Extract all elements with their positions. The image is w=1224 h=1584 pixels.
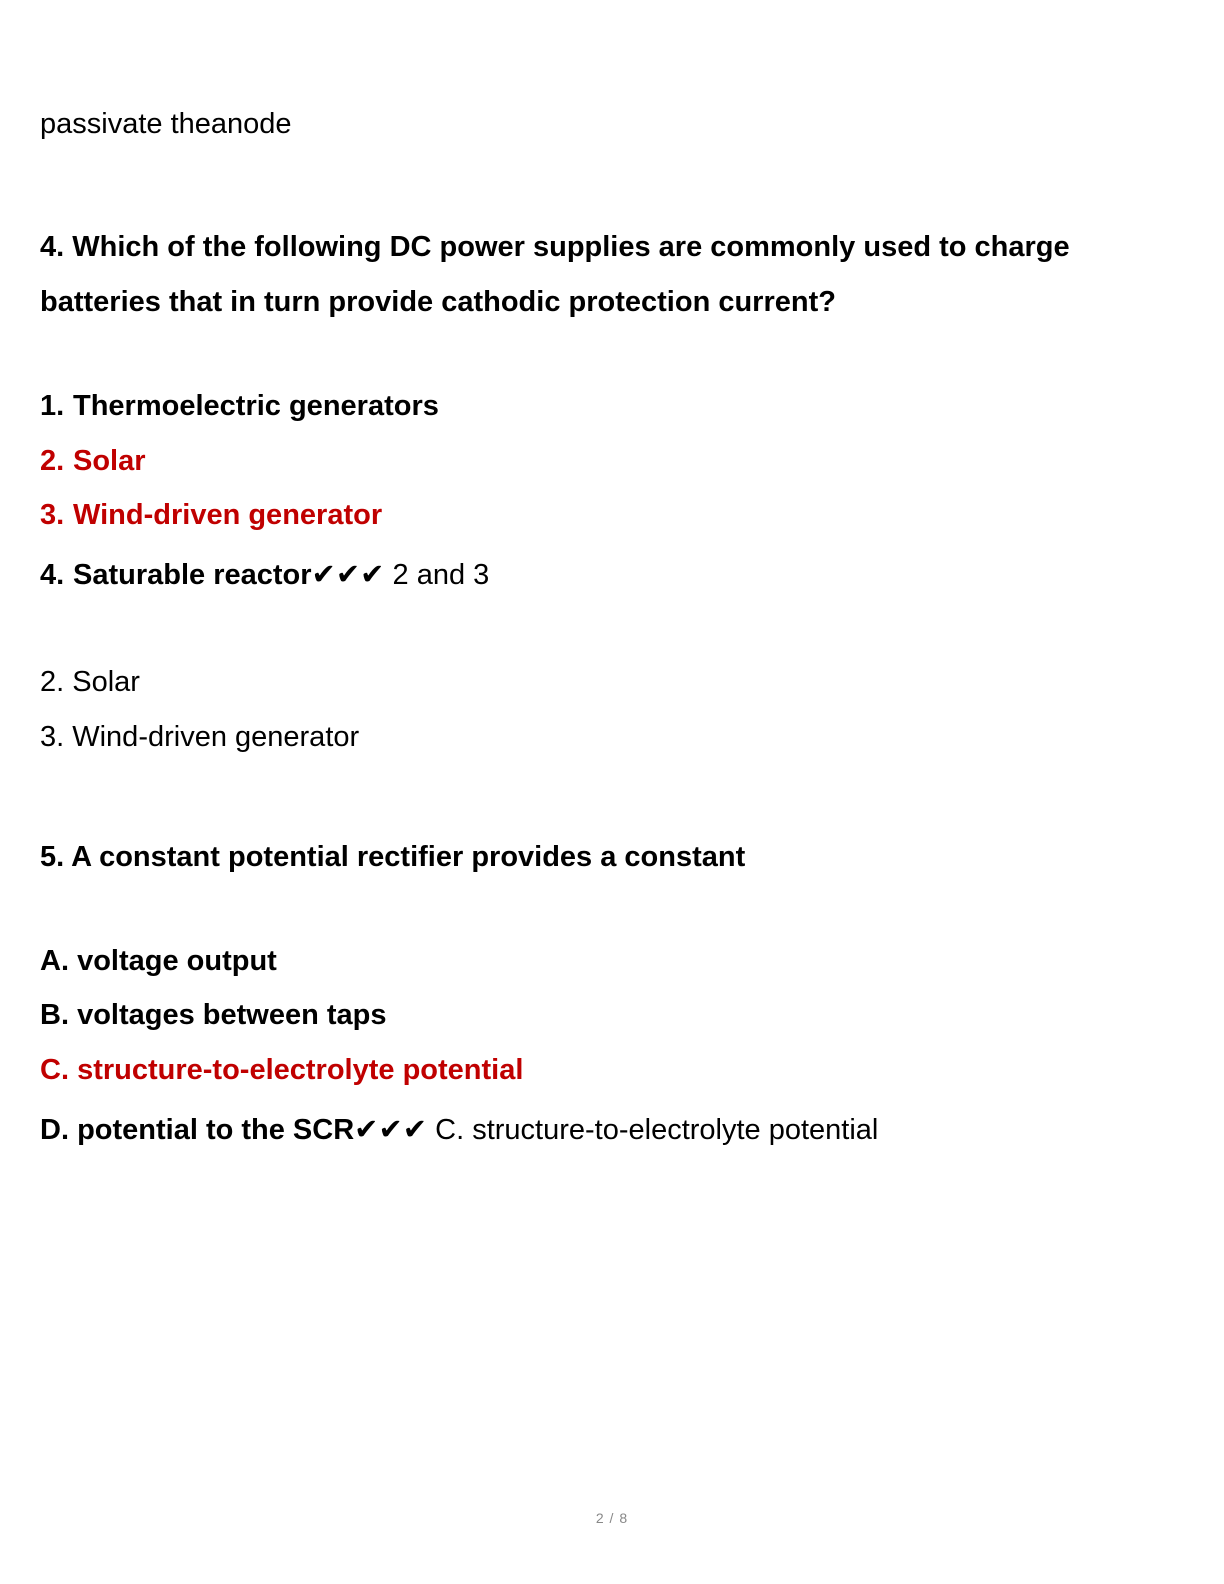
- q4-option-2-text: Solar: [73, 445, 146, 477]
- q4-answer-line-1: 2. Solar: [40, 666, 140, 698]
- q4-option-1: [40, 388, 439, 424]
- q5-option-a: [40, 943, 277, 979]
- page-number: 2 / 8: [595, 1510, 629, 1526]
- q4-option-2: [40, 443, 146, 479]
- q4-option-4-number: 4.: [40, 559, 65, 591]
- question-4-line-2: batteries that in turn provide cathodic protection current?: [40, 286, 836, 318]
- q4-option-4: [40, 557, 489, 593]
- q5-option-b-letter: B.: [40, 999, 69, 1031]
- q4-option-2-number: 2.: [40, 445, 65, 477]
- q5-answer-inline: C. structure-to-electrolyte potential: [427, 1114, 879, 1146]
- q5-option-a-letter: A.: [40, 945, 69, 977]
- continuation-text: passivate theanode: [40, 108, 292, 140]
- q5-option-b-text: voltages between taps: [77, 999, 387, 1031]
- q5-option-d-text: potential to the SCR: [77, 1114, 355, 1146]
- q5-option-a-text: voltage output: [77, 945, 277, 977]
- question-4-line-1: 4. Which of the following DC power supplies are commonly used to charge: [40, 231, 1070, 263]
- q5-option-c: [40, 1052, 523, 1088]
- q5-option-c-text: structure-to-electrolyte potential: [77, 1054, 524, 1086]
- q4-checkmark-icons: ✔✔✔: [311, 559, 385, 591]
- q5-option-b: [40, 997, 387, 1033]
- q4-option-4-text: Saturable reactor: [73, 559, 312, 591]
- q5-checkmark-icons: ✔✔✔: [354, 1114, 428, 1146]
- q4-option-1-number: 1.: [40, 390, 65, 422]
- q4-option-3: [40, 497, 382, 533]
- q4-option-3-text: Wind-driven generator: [73, 499, 383, 531]
- q5-option-c-letter: C.: [40, 1054, 69, 1086]
- q4-answer-inline: 2 and 3: [384, 559, 490, 591]
- q5-option-d-letter: D.: [40, 1114, 69, 1146]
- q4-option-1-text: Thermoelectric generators: [73, 390, 439, 422]
- q5-option-d: [40, 1112, 878, 1148]
- question-5-line-1: 5. A constant potential rectifier provides a constant: [40, 841, 746, 873]
- q4-option-3-number: 3.: [40, 499, 65, 531]
- q4-answer-line-2: 3. Wind-driven generator: [40, 721, 360, 753]
